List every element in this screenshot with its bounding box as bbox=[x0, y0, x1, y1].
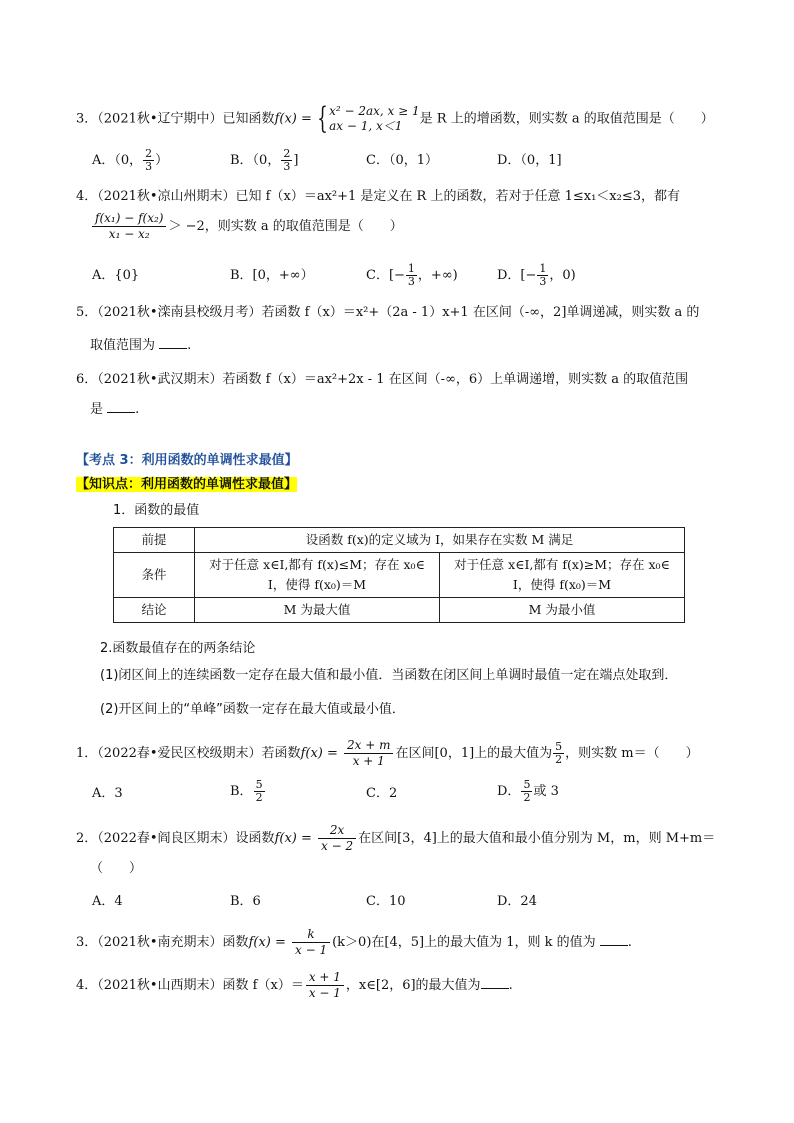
numerator: x + 1 bbox=[306, 970, 344, 986]
denominator: x − 1 bbox=[308, 986, 341, 1000]
answer-blank[interactable] bbox=[481, 976, 509, 989]
question-1-option-b[interactable] bbox=[230, 779, 266, 804]
option-text: ） bbox=[155, 153, 169, 168]
question-text: . bbox=[187, 338, 192, 353]
table-cell: M 为最大值 bbox=[195, 598, 440, 623]
fraction bbox=[143, 148, 154, 173]
numerator: 5 bbox=[523, 778, 531, 791]
cell-line: 对于任意 x∈I,都有 f(x)≤M；存在 x₀∈ bbox=[209, 557, 425, 572]
case-2: ax − 1, x＜1 bbox=[329, 119, 403, 133]
denominator: x₁ − x₂ bbox=[108, 227, 150, 241]
numerator: 5 bbox=[255, 778, 263, 791]
question-text: 已知 f（x）＝ax²+1 是定义在 R 上的函数，若对于任意 1≤x₁＜x₂≤3，都有 bbox=[235, 189, 681, 204]
option-label: B． bbox=[230, 784, 253, 799]
option-text: ，0) bbox=[549, 268, 576, 283]
cell-line: I，使得 f(x₀)＝M bbox=[512, 577, 612, 592]
question-text: . bbox=[508, 978, 513, 993]
question-3-option-b[interactable] bbox=[230, 148, 298, 173]
question-source: （2021秋•山西期末） bbox=[97, 978, 223, 993]
table-row bbox=[114, 528, 685, 553]
denominator: 3 bbox=[539, 275, 547, 288]
question-text: ，x∈[2，6]的最大值为 bbox=[345, 978, 481, 993]
option-label: B．（0， bbox=[230, 153, 281, 168]
question-6-line2 bbox=[90, 400, 139, 419]
question-source: （2022春•爱民区校级期末） bbox=[97, 746, 262, 761]
question-source: （2022春•阎良区期末） bbox=[97, 831, 236, 846]
denominator: 2 bbox=[255, 791, 263, 804]
question-3-option-d[interactable]: D．（0，1] bbox=[497, 153, 562, 168]
fraction bbox=[281, 148, 292, 173]
brace-symbol: { bbox=[317, 101, 328, 136]
conclusion-1: (1)闭区间上的连续函数一定存在最大值和最小值．当函数在闭区间上单调时最值一定在端点处取到． bbox=[100, 668, 678, 683]
question-4-option-d[interactable] bbox=[497, 263, 576, 288]
question-text: (k＞0)在[4，5]上的最大值为 1，则 k 的值为 bbox=[332, 935, 596, 950]
question-6-monotonic bbox=[76, 371, 688, 389]
table-cell: 前提 bbox=[114, 528, 195, 553]
table-cell: 条件 bbox=[114, 553, 195, 598]
numerator: 2x + m bbox=[344, 738, 393, 754]
numerator: 2x bbox=[318, 823, 356, 839]
fraction bbox=[344, 738, 393, 769]
fraction bbox=[406, 263, 417, 288]
cell-line: I，使得 f(x₀)＝M bbox=[267, 577, 367, 592]
table-cell: 设函数 f(x)的定义域为 I，如果存在实数 M 满足 bbox=[195, 528, 685, 553]
option-label: C．[− bbox=[366, 268, 405, 283]
question-text: 在区间[3，4]上的最大值和最小值分别为 M，m，则 M+m＝ bbox=[358, 831, 716, 846]
answer-blank[interactable] bbox=[107, 400, 135, 413]
question-1-option-a[interactable]: A．3 bbox=[92, 786, 123, 801]
question-4-extremum bbox=[76, 970, 513, 1001]
fraction bbox=[92, 211, 166, 242]
question-source: （2021秋•辽宁期中） bbox=[97, 111, 223, 127]
function-name: f(x) = bbox=[248, 935, 291, 950]
question-text: 若函数 bbox=[261, 746, 301, 761]
question-3-option-a[interactable] bbox=[92, 148, 168, 173]
knowledge-item-1: 1．函数的最值 bbox=[113, 503, 200, 518]
fraction bbox=[306, 970, 344, 1001]
question-2-paren: （ ） bbox=[90, 861, 143, 876]
denominator: 2 bbox=[555, 753, 563, 766]
function-name: f(x) = bbox=[274, 111, 317, 127]
question-3-extremum bbox=[76, 927, 632, 958]
denominator: 3 bbox=[283, 160, 291, 173]
option-label: A．（0， bbox=[92, 153, 143, 168]
question-text: 函数 f（x）＝ bbox=[222, 978, 304, 993]
question-text: 已知函数 bbox=[222, 111, 275, 127]
question-5-line2 bbox=[90, 336, 191, 355]
denominator: 3 bbox=[407, 275, 415, 288]
highlighted-text: 【知识点：利用函数的单调性求最值】 bbox=[76, 477, 298, 492]
fraction bbox=[553, 741, 564, 766]
question-source: （2021秋•武汉期末） bbox=[97, 372, 223, 387]
question-source: （2021秋•南充期末） bbox=[97, 935, 223, 950]
fraction bbox=[318, 823, 356, 854]
cell-line: 对于任意 x∈I,都有 f(x)≥M；存在 x₀∈ bbox=[454, 557, 670, 572]
question-text: ＞ −2，则实数 a 的取值范围是（ ） bbox=[168, 219, 403, 234]
numerator: 5 bbox=[555, 740, 563, 753]
function-name: f(x) = bbox=[300, 746, 343, 761]
answer-blank[interactable] bbox=[600, 933, 628, 946]
denominator: 2 bbox=[523, 791, 531, 804]
table-cell bbox=[440, 553, 685, 598]
answer-blank[interactable] bbox=[159, 336, 187, 349]
table-row bbox=[114, 598, 685, 623]
option-label: D．[− bbox=[497, 268, 537, 283]
numerator: 2 bbox=[145, 147, 153, 160]
question-number: 4． bbox=[76, 978, 98, 993]
fraction bbox=[521, 779, 532, 804]
numerator: f(x₁) − f(x₂) bbox=[92, 211, 166, 227]
question-text: 是 bbox=[90, 402, 104, 417]
table-cell: 结论 bbox=[114, 598, 195, 623]
question-1-option-c[interactable]: C．2 bbox=[366, 786, 398, 801]
numerator: k bbox=[292, 927, 330, 943]
question-1-option-d[interactable] bbox=[497, 779, 559, 804]
table-row bbox=[114, 553, 685, 598]
question-text: 是 R 上的增函数，则实数 a 的取值范围是（ ） bbox=[419, 111, 714, 127]
denominator: x + 1 bbox=[352, 754, 385, 768]
question-number: 6． bbox=[76, 372, 98, 387]
question-number: 2． bbox=[76, 831, 98, 846]
question-4-option-c[interactable] bbox=[366, 263, 458, 288]
numerator: 1 bbox=[539, 262, 547, 275]
question-number: 3． bbox=[76, 935, 98, 950]
question-2-option-a[interactable]: A．4 bbox=[92, 894, 123, 909]
question-text: 若函数 f（x）＝ax²+2x - 1 在区间（-∞，6）上单调递增，则实数 a 的取值范围 bbox=[222, 372, 689, 387]
question-3-option-c[interactable]: C．（0，1） bbox=[366, 153, 438, 168]
section-title: 【考点 3：利用函数的单调性求最值】 bbox=[76, 453, 298, 468]
function-name: f(x) = bbox=[274, 831, 317, 846]
question-3-monotonic bbox=[76, 101, 714, 136]
question-text: ，则实数 m＝（ ） bbox=[565, 746, 699, 761]
question-text: . bbox=[135, 402, 140, 417]
option-text: 或 3 bbox=[533, 784, 559, 799]
question-2-option-d[interactable]: D．24 bbox=[497, 894, 537, 909]
question-4-monotonic bbox=[76, 188, 680, 206]
question-source: （2021秋•凉山州期末） bbox=[97, 189, 236, 204]
knowledge-item-2: 2.函数最值存在的两条结论 bbox=[100, 641, 256, 656]
option-text: ，+∞) bbox=[417, 268, 458, 283]
question-source: （2021秋•滦南县校级月考） bbox=[97, 305, 262, 320]
table-cell bbox=[195, 553, 440, 598]
question-text: 取值范围为 bbox=[90, 338, 156, 353]
question-2-option-b[interactable]: B．6 bbox=[230, 894, 261, 909]
fraction bbox=[254, 779, 265, 804]
question-text: 若函数 f（x）＝x²+（2a - 1）x+1 在区间（-∞，2]单调递减，则实数 a 的 bbox=[261, 305, 700, 320]
knowledge-point-title bbox=[76, 476, 297, 494]
question-4-inequality bbox=[90, 211, 403, 242]
table-cell: M 为最小值 bbox=[440, 598, 685, 623]
piecewise-cases bbox=[329, 104, 420, 134]
fraction bbox=[537, 263, 548, 288]
question-2-extremum bbox=[76, 823, 715, 854]
question-number: 5． bbox=[76, 305, 98, 320]
question-text: 函数 bbox=[222, 935, 249, 950]
question-number: 3． bbox=[76, 111, 98, 127]
question-4-option-b[interactable]: B．[0，+∞） bbox=[230, 268, 314, 283]
option-text: ] bbox=[293, 153, 299, 168]
case-1: x² − 2ax, x ≥ 1 bbox=[329, 104, 420, 118]
question-4-option-a[interactable]: A．{0} bbox=[92, 268, 140, 283]
question-2-option-c[interactable]: C．10 bbox=[366, 894, 406, 909]
option-label: D． bbox=[497, 784, 521, 799]
fraction bbox=[292, 927, 330, 958]
denominator: 3 bbox=[145, 160, 153, 173]
question-number: 1． bbox=[76, 746, 98, 761]
denominator: x − 2 bbox=[321, 839, 354, 853]
conclusion-2: (2)开区间上的“单峰”函数一定存在最大值或最小值． bbox=[100, 702, 405, 717]
question-text: 设函数 bbox=[235, 831, 275, 846]
denominator: x − 1 bbox=[295, 943, 328, 957]
question-1-extremum bbox=[76, 738, 699, 769]
question-text: . bbox=[627, 935, 632, 950]
extremum-table bbox=[113, 527, 685, 623]
question-5-monotonic bbox=[76, 304, 699, 322]
question-text: 在区间[0，1]上的最大值为 bbox=[395, 746, 553, 761]
numerator: 1 bbox=[407, 262, 415, 275]
numerator: 2 bbox=[283, 147, 291, 160]
question-number: 4． bbox=[76, 189, 98, 204]
